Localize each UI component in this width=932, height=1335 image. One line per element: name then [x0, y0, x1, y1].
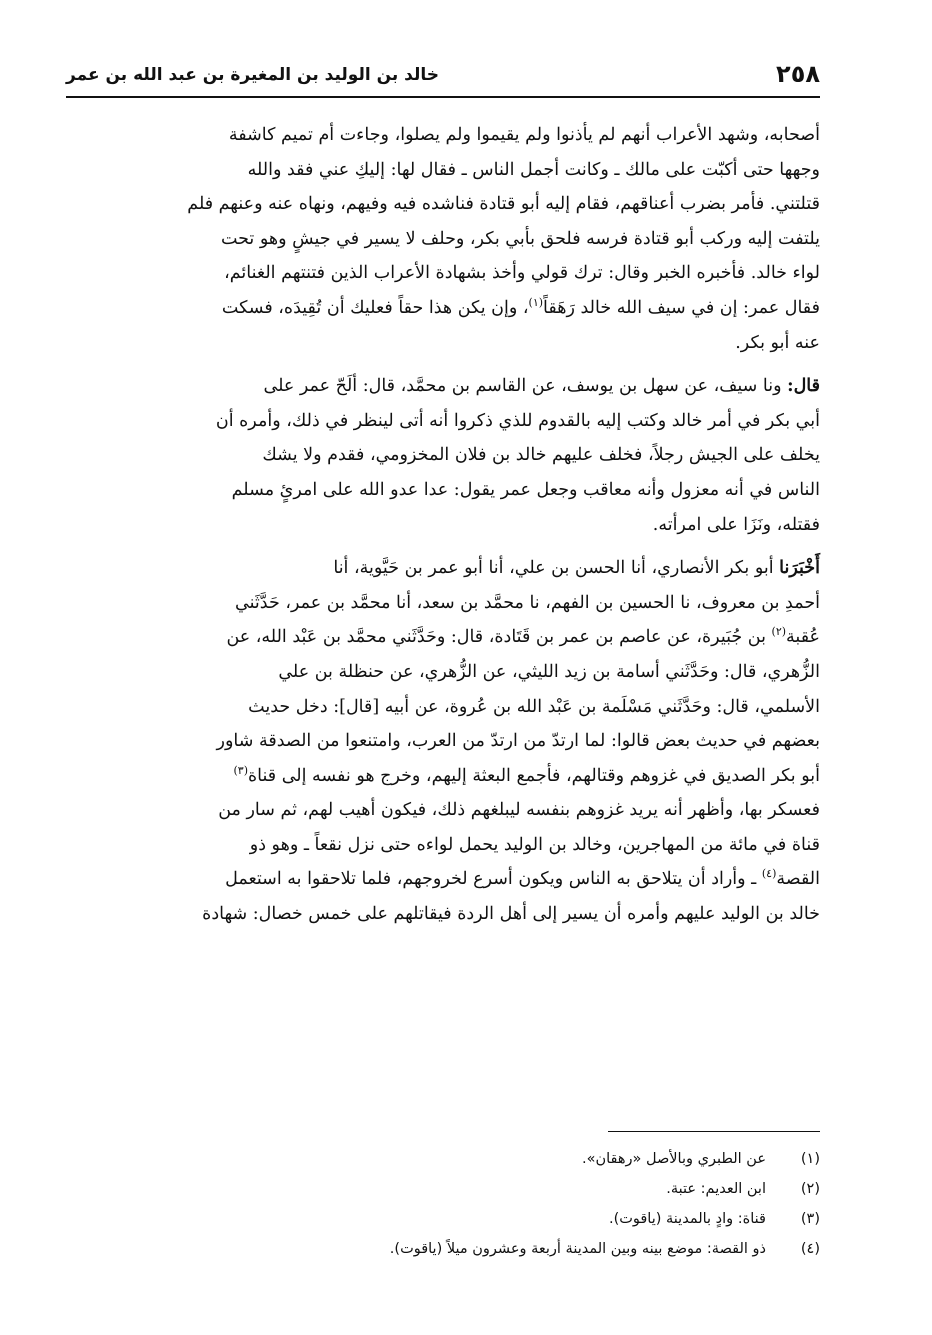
text-span: عُقبة	[786, 627, 820, 648]
text-line: وجهها حتى أكبّت على مالك ـ وكانت أجمل الناس ـ فقال لها: إليكِ عني فقد والله	[247, 159, 820, 180]
text-line: يلتفت إليه وركب أبو قتادة فرسه فلحق بأبي بكر، وحلف لا يسير في جيشٍ وهو تحت	[220, 228, 820, 249]
text-line: قتلتني. فأمر بضرب أعناقهم، فقام إليه أبو قتادة فناشده فيه وفيهم، ونهاه عنه وعنهم فلم	[187, 194, 820, 215]
footnote-item	[66, 1204, 820, 1234]
footnote-number: (٤)	[800, 1241, 820, 1257]
footnote-item	[66, 1174, 820, 1204]
text-line: أبي بكر في أمر خالد وكتب إليه بالقدوم للذي ذكروا أنه أتى لينظر في ذلك، وأمره أن	[215, 410, 820, 431]
footnote-text: ابن العديم: عتبة.	[666, 1181, 766, 1197]
footnotes	[66, 1144, 820, 1264]
text-line	[66, 759, 820, 794]
paragraph	[66, 551, 820, 932]
text-span: فقال عمر: إن في سيف الله خالد رَهَقاً	[543, 297, 820, 318]
text-line: بعضهم في حديث بعض قالوا: لما ارتدّ من ارتدّ من العرب، وامتنعوا من الصدقة شاور	[216, 731, 820, 752]
page-header	[66, 56, 820, 98]
text-line: عنه أبو بكر.	[735, 332, 820, 353]
text-line: قناة في مائة من المهاجرين، وخالد بن الوليد يحمل لواءه حتى نزل نقعاً ـ وهو ذو	[249, 834, 820, 855]
text-line	[66, 291, 820, 326]
text-line: الزُّهري، قال: وحَدَّثَني أسامة بن زيد الليثي، عن الزُّهري، عن حنظلة بن علي	[278, 661, 820, 682]
footnote-ref: (٢)	[771, 625, 787, 639]
text-line	[66, 620, 820, 655]
text-line: خالد بن الوليد عليهم وأمره أن يسير إلى أهل الردة فيقاتلهم على خمس خصال: شهادة	[202, 904, 820, 925]
footnote-item	[66, 1234, 820, 1264]
text-line: الناس في أنه معزول وأنه معاقب وجعل عمر يقول: عدا عدو الله على امرئٍ مسلم	[231, 479, 820, 500]
text-line: أصحابه، وشهد الأعراب أنهم لم يأذنوا ولم يقيموا ولم يصلوا، وجاءت أم تميم كاشفة	[228, 125, 820, 145]
text-span: ونا سيف، عن سهل بن يوسف، عن القاسم بن محمَّد، قال: ألَحّ عمر على	[263, 376, 788, 397]
text-line: لواء خالد. فأخبره الخبر وقال: ترك قولي وأخذ بشهادة الأعراب الذين فتنتهم الغنائم،	[224, 263, 820, 284]
text-line	[66, 551, 820, 586]
footnote-text: ذو القصة: موضع بينه وبين المدينة أربعة وعشرون ميلاً (ياقوت).	[389, 1241, 766, 1257]
footnote-ref: (٣)	[233, 763, 248, 777]
footnote-ref: (١)	[528, 296, 544, 310]
text-span: ـ وأراد أن يتلاحق به الناس ويكون أسرع لخروجهم، فلما تلاحقوا به استعمل	[225, 869, 762, 890]
paragraph-lead: أَخْبَرَنا	[779, 558, 820, 579]
text-line: فقتله، ونَزَا على امرأته.	[652, 514, 820, 535]
footnote-number: (١)	[800, 1151, 820, 1167]
page-number: ٢٥٨	[776, 60, 820, 88]
text-line: أحمدِ بن معروف، نا الحسين بن الفهم، نا محمَّد بن سعد، أنا محمَّد بن عمر، حَدَّثَني	[235, 592, 820, 613]
footnote-text: قناة: وادٍ بالمدينة (ياقوت).	[608, 1211, 766, 1227]
paragraph	[66, 118, 820, 360]
footnote-divider	[608, 1131, 820, 1132]
text-line: يخلف على الجيش رجلاً، فخلف عليهم خالد بن فلان المخزومي، فقدم ولا يشك	[262, 445, 820, 466]
text-line	[66, 862, 820, 897]
footnote-number: (٢)	[800, 1181, 820, 1197]
paragraph-lead: قال:	[787, 376, 820, 397]
text-line: فعسكر بها، وأظهر أنه يريد غزوهم بنفسه ليبلغهم ذلك، فيكون أهيب لهم، ثم سار من	[218, 800, 820, 821]
main-text	[66, 118, 820, 932]
text-line	[66, 369, 820, 404]
text-line: الأسلمي، قال: وحَدَّثَني مَسْلَمة بن عَبْد الله بن عُروة، عن أبيه [قال]: دخل حديث	[248, 696, 820, 717]
text-span: بن جُبَيرة، عن عاصم بن عمر بن قَتَادة، قال: وحَدَّثَني محمَّد بن عَبْد الله، عن	[226, 627, 772, 648]
text-span: أبو بكر الأنصاري، أنا الحسن بن علي، أنا أبو عمر بن حَيَّوية، أنا	[333, 558, 780, 579]
footnote-text: عن الطبري وبالأصل «رهقان».	[581, 1151, 766, 1167]
footnote-ref: (٤)	[761, 867, 777, 881]
running-title: خالد بن الوليد بن المغيرة بن عبد الله بن عمر	[66, 65, 440, 85]
footnote-number: (٣)	[800, 1211, 820, 1227]
paragraph	[66, 369, 820, 542]
text-span: القصة	[776, 869, 820, 890]
text-span: أبو بكر الصديق في غزوهم وقتالهم، فأجمع البعثة إليهم، وخرج هو نفسه إلى قناة	[247, 765, 820, 786]
text-span: ، وإن يكن هذا حقاً فعليك أن تُقِيدَه، فسكت	[221, 297, 529, 318]
footnote-item	[66, 1144, 820, 1174]
